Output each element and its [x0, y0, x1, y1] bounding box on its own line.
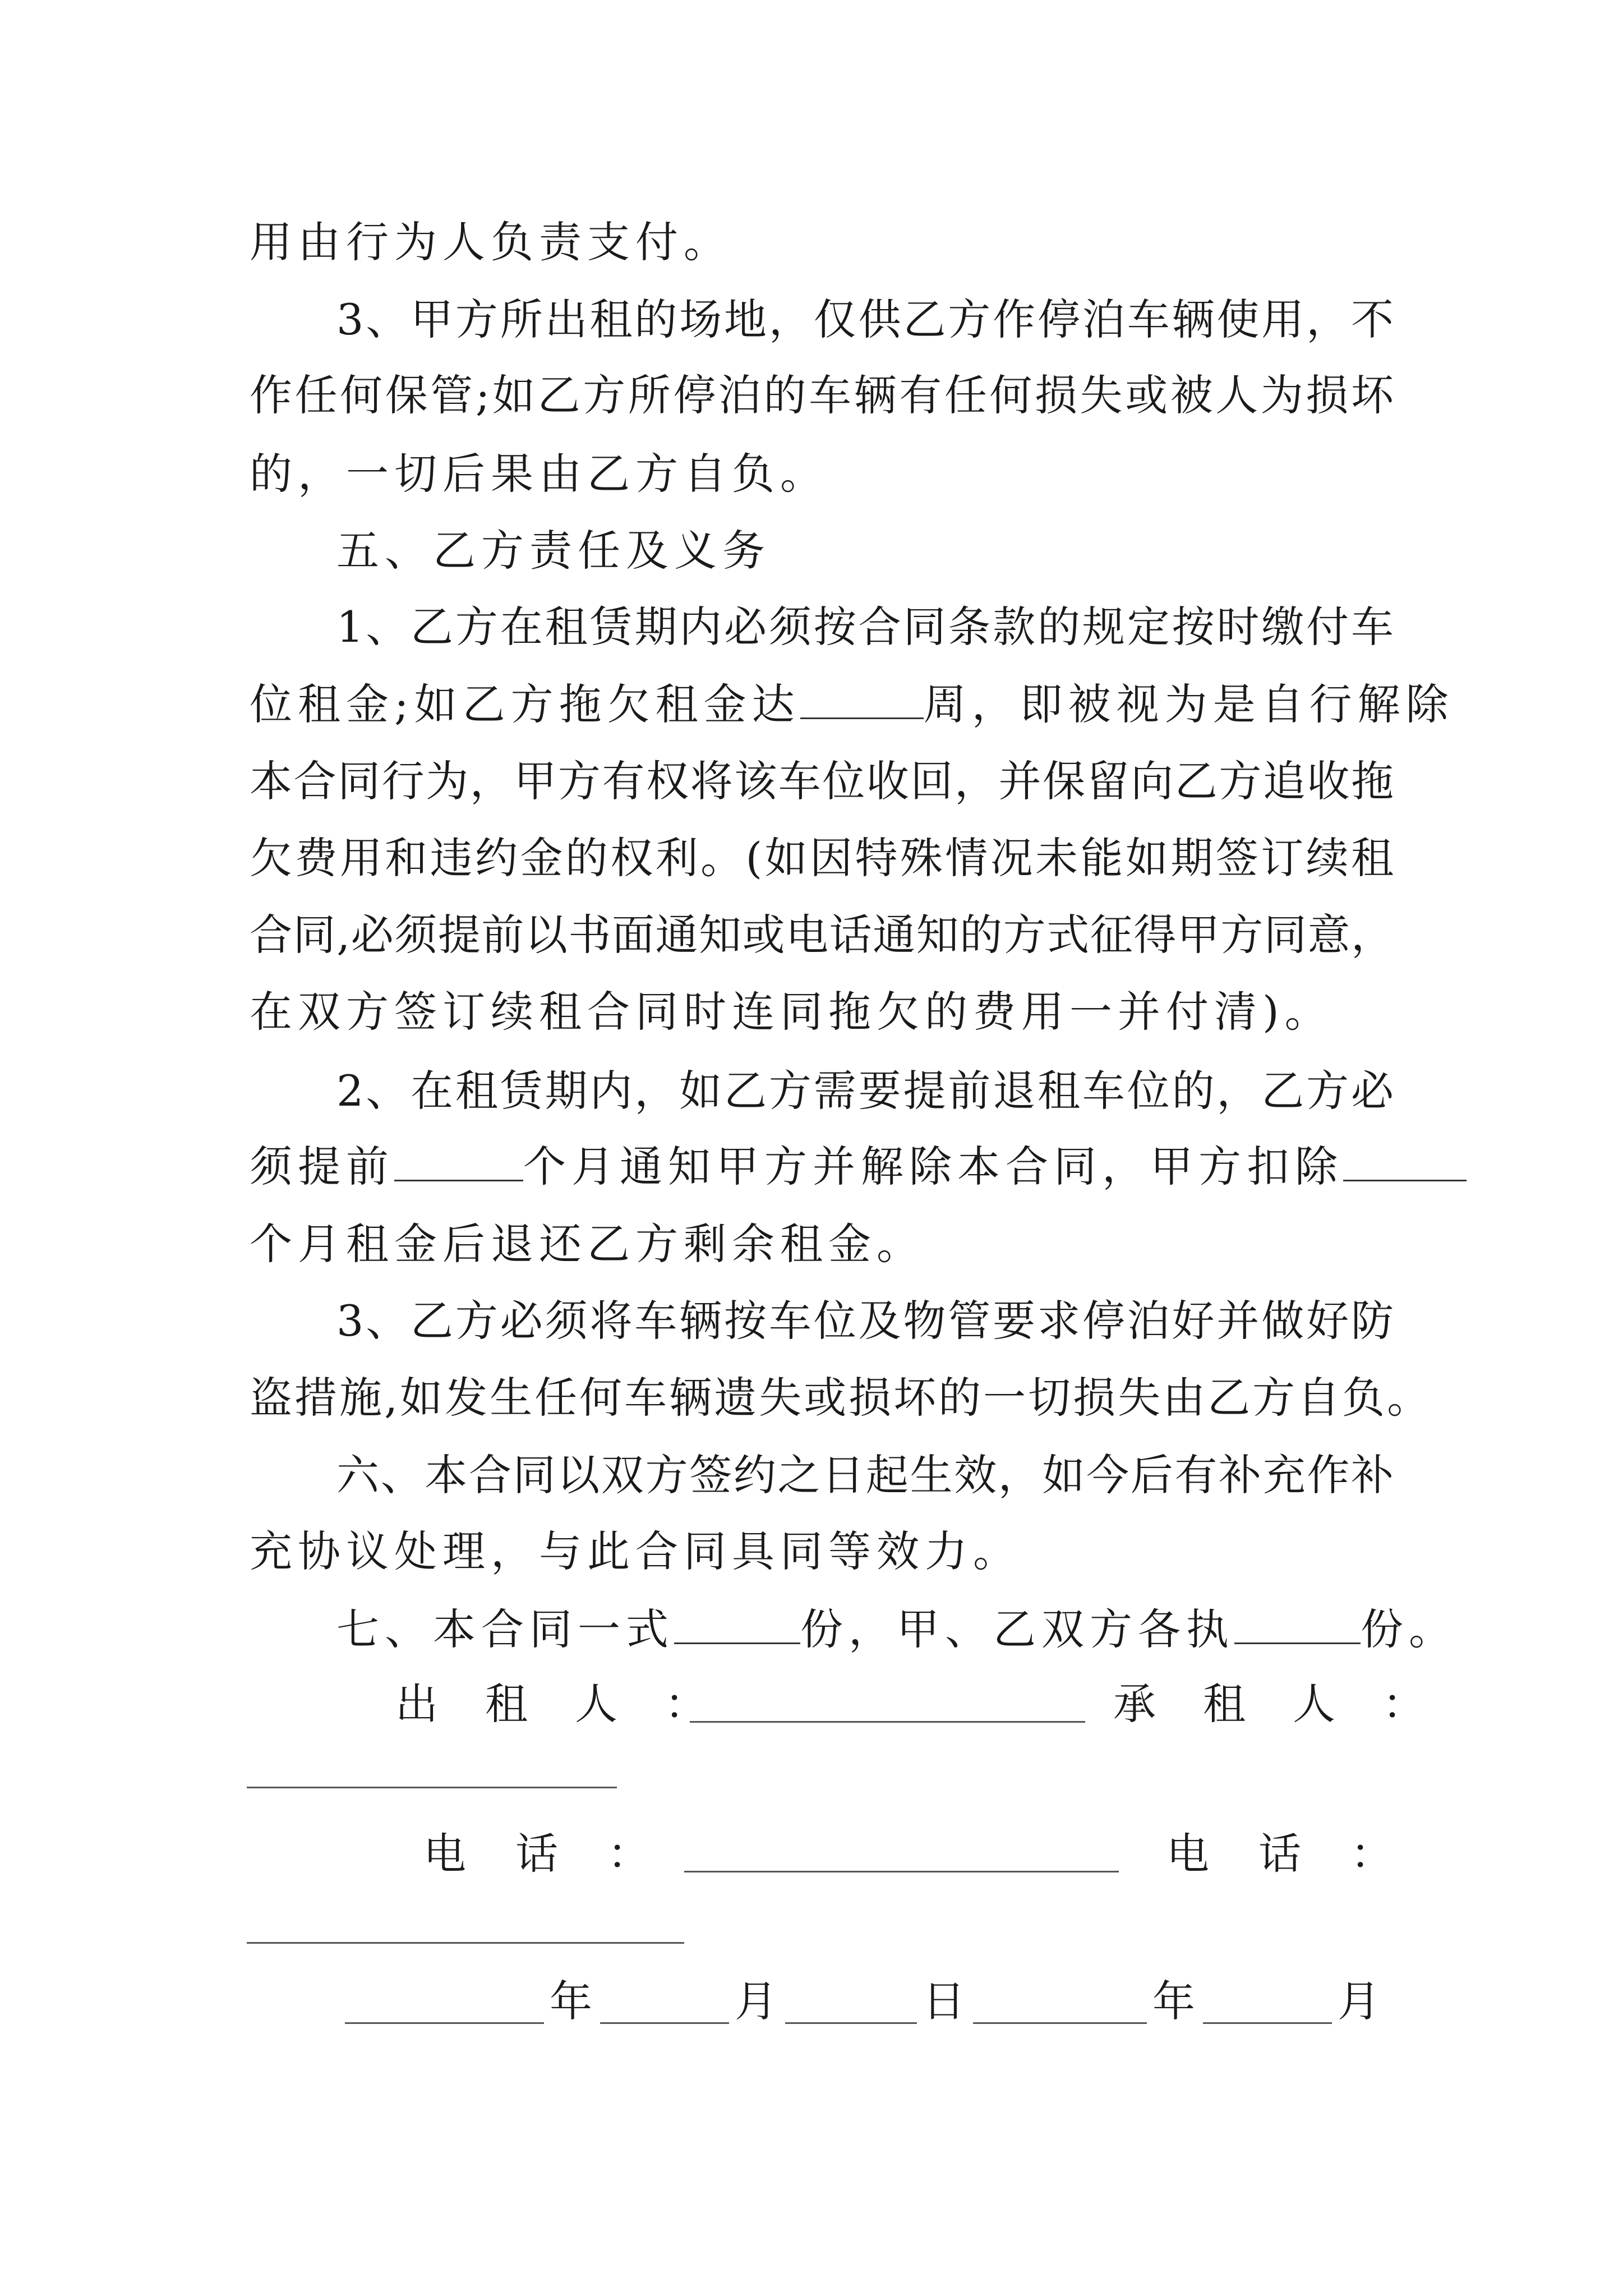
lessee-signature-field[interactable]	[247, 1787, 617, 1788]
phone-label: 电 话 ：	[1166, 1829, 1396, 1879]
text-line: 合同,必须提前以书面通知或电话通知的方式征得甲方同意，	[250, 910, 1394, 960]
lessor-label: 出 租 人 ：	[395, 1679, 709, 1729]
text-line: 3、乙方必须将车辆按车位及物管要求停泊好并做好防	[336, 1296, 1394, 1346]
day-label: 日	[923, 1976, 965, 2026]
text-line: 2、在租赁期内，如乙方需要提前退租车位的，乙方必	[336, 1066, 1394, 1116]
text-line: 用由行为人负责支付。	[250, 217, 732, 267]
lessor-phone-field[interactable]	[684, 1871, 1119, 1872]
text-line: 须提前 个月通知甲方并解除本合同，甲方扣除	[250, 1139, 1394, 1195]
text-line: 在双方签订续租合同时连同拖欠的费用一并付清)。	[250, 987, 1333, 1037]
lessee-label: 承 租 人 ：	[1113, 1679, 1427, 1729]
month-field[interactable]	[1203, 2022, 1332, 2024]
blank-field[interactable]	[1234, 1608, 1361, 1644]
month-label: 月	[735, 1976, 777, 2026]
text-line: 3、甲方所出租的场地，仅供乙方作停泊车辆使用，不	[336, 295, 1394, 344]
text-line: 个月租金后退还乙方剩余租金。	[250, 1219, 925, 1269]
year-field[interactable]	[345, 2022, 544, 2024]
blank-field[interactable]	[1343, 1145, 1467, 1181]
text-line: 1、乙方在租赁期内必须按合同条款的规定按时缴付车	[336, 602, 1394, 652]
text-line: 六、本合同以双方签约之日起生效，如今后有补充作补	[336, 1450, 1394, 1500]
text-line: 盗措施,如发生任何车辆遗失或损坏的一切损失由乙方自负。	[250, 1373, 1432, 1423]
text-line: 作任何保管;如乙方所停泊的车辆有任何损失或被人为损坏	[250, 370, 1394, 420]
year-label: 年	[1152, 1976, 1195, 2026]
text-line: 充协议处理，与此合同具同等效力。	[250, 1526, 1021, 1576]
phone-label: 电 话 ：	[423, 1829, 653, 1879]
lessor-signature-field[interactable]	[690, 1721, 1085, 1723]
text-line: 七、本合同一式 份，甲、乙双方各执 份。	[336, 1604, 1457, 1654]
lessee-phone-field[interactable]	[247, 1942, 684, 1944]
blank-field[interactable]	[674, 1608, 800, 1644]
blank-field[interactable]	[394, 1145, 523, 1181]
text-line: 本合同行为，甲方有权将该车位收回，并保留向乙方追收拖	[250, 756, 1394, 806]
day-field[interactable]	[785, 2022, 917, 2024]
text-line: 欠费用和违约金的权利。(如因特殊情况未能如期签订续租	[250, 833, 1394, 883]
year-label: 年	[550, 1976, 592, 2026]
month-label: 月	[1338, 1976, 1380, 2026]
month-field[interactable]	[600, 2022, 729, 2024]
text-line: 的，一切后果由乙方自负。	[250, 449, 828, 499]
text-line: 位租金;如乙方拖欠租金达 周，即被视为是自行解除	[250, 679, 1454, 729]
blank-field[interactable]	[800, 683, 924, 719]
section-heading: 五、乙方责任及义务	[336, 526, 771, 576]
year-field[interactable]	[973, 2022, 1147, 2024]
